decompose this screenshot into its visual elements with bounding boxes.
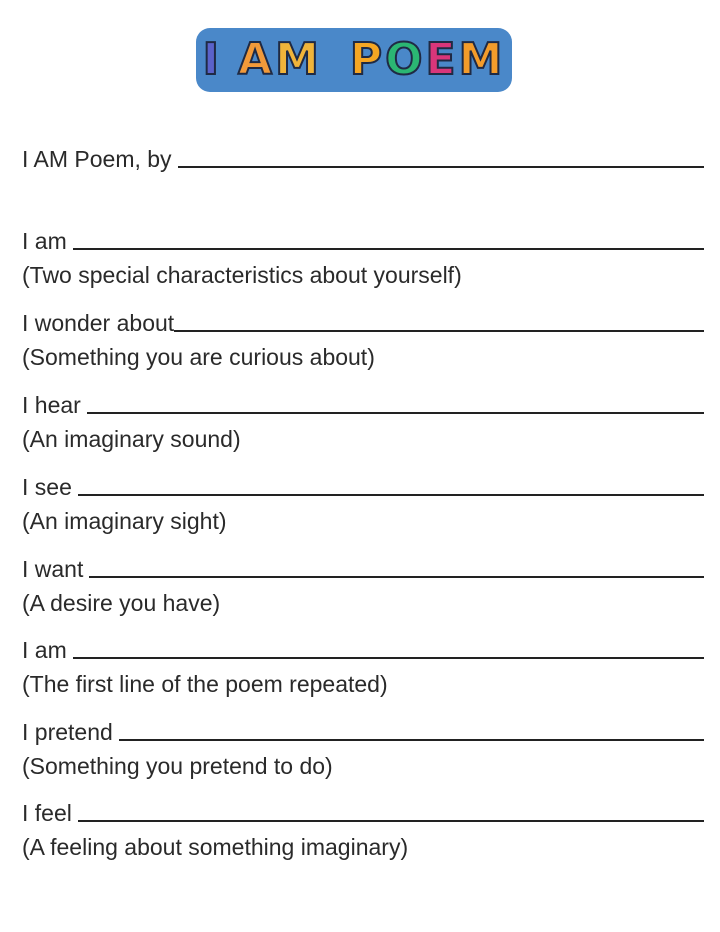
poem-line-prompt: I pretend xyxy=(22,719,113,745)
poem-line-hint: (A feeling about something imaginary) xyxy=(22,834,409,860)
byline-row[interactable] xyxy=(22,146,704,172)
answer-blank[interactable] xyxy=(87,412,704,414)
poem-line-row[interactable] xyxy=(22,637,704,663)
answer-blank[interactable] xyxy=(89,576,704,578)
title-letter: I xyxy=(202,34,222,85)
poem-line-hint: (Something you pretend to do) xyxy=(22,753,333,779)
poem-line-row[interactable] xyxy=(22,800,704,826)
poem-line-row[interactable] xyxy=(22,228,704,254)
poem-line-row[interactable] xyxy=(22,556,704,582)
title-letter: M xyxy=(458,34,506,85)
byline-label: I AM Poem, by xyxy=(22,146,172,172)
poem-line-prompt: I am xyxy=(22,637,67,663)
answer-blank[interactable] xyxy=(73,248,704,250)
poem-line-hint: (An imaginary sight) xyxy=(22,508,227,534)
poem-line-prompt: I wonder about xyxy=(22,310,175,336)
poem-line-row[interactable] xyxy=(22,310,704,336)
poem-line-hint: (Something you are curious about) xyxy=(22,344,375,370)
poem-line-row[interactable] xyxy=(22,474,704,500)
poem-line-prompt: I am xyxy=(22,228,67,254)
poem-line-prompt: I want xyxy=(22,556,84,582)
title-letter: E xyxy=(425,34,459,85)
poem-line-hint: (An imaginary sound) xyxy=(22,426,241,452)
title-banner xyxy=(196,28,512,92)
answer-blank[interactable] xyxy=(119,739,704,741)
title-letter: A xyxy=(238,34,276,85)
poem-line-prompt: I see xyxy=(22,474,72,500)
answer-blank[interactable] xyxy=(73,657,704,659)
title-word-poem xyxy=(349,34,506,85)
answer-blank[interactable] xyxy=(78,494,704,496)
poem-line-row[interactable] xyxy=(22,392,704,418)
author-blank[interactable] xyxy=(178,166,704,168)
poem-line-row[interactable] xyxy=(22,719,704,745)
title-word-i-am xyxy=(202,34,322,85)
poem-line-hint: (A desire you have) xyxy=(22,590,221,616)
poem-line-prompt: I hear xyxy=(22,392,81,418)
poem-line-prompt: I feel xyxy=(22,800,72,826)
title-letter: M xyxy=(275,34,322,85)
poem-line-hint: (Two special characteristics about yourself) xyxy=(22,262,462,288)
answer-blank[interactable] xyxy=(174,330,704,332)
poem-line-hint: (The first line of the poem repeated) xyxy=(22,671,388,697)
title-letter: O xyxy=(385,34,426,85)
answer-blank[interactable] xyxy=(78,820,704,822)
title-letter: P xyxy=(349,34,386,85)
